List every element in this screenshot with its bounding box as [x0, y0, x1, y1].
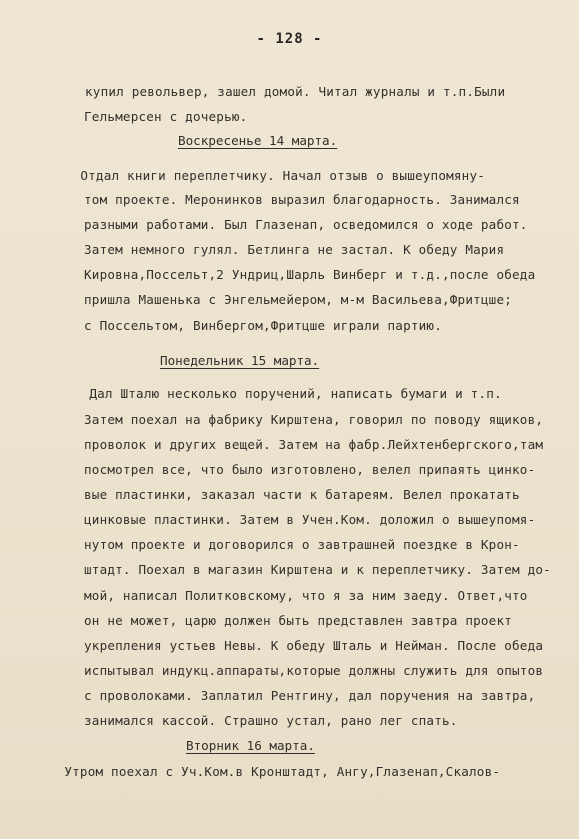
text-line: с проволоками. Заплатил Рентгину, дал поручения на завтра, [84, 688, 536, 703]
date-heading: Воскресенье 14 марта. [178, 133, 338, 148]
text-line: Дал Шталю несколько поручений, написать бумаги и т.п. [66, 386, 502, 401]
text-line: он не может, царю должен быть представлен завтра проект [84, 613, 513, 628]
text-line: укрепления устьев Невы. К обеду Шталь и Нейман. После обеда [84, 638, 544, 653]
text-line: Затем поехал на фабрику Кирштена, говорил по поводу ящиков, [84, 412, 544, 427]
text-line: Отдал книги переплетчику. Начал отзыв о вышеупомяну- [57, 168, 486, 183]
text-line: том проекте. Меронинков выразил благодарность. Занимался [84, 192, 520, 207]
page-number: - 128 - [256, 31, 323, 47]
text-line: испытывал индукц.аппараты,которые должны служить для опытов [84, 663, 544, 678]
text-line: Гельмерсен с дочерью. [84, 109, 248, 124]
text-line: вые пластинки, заказал части к батареям. Велел прокатать [84, 487, 520, 502]
text-line: купил револьвер, зашел домой. Читал журналы и т.п.Были [85, 84, 506, 99]
text-line: проволок и других вещей. Затем на фабр.Лейхтенбергского,там [84, 437, 544, 452]
text-line: пришла Машенька с Энгельмейером, м-м Васильева,Фритцше; [84, 292, 513, 307]
text-line: посмотрел все, что было изготовлено, велел припаять цинко- [84, 462, 536, 477]
text-line: Кировна,Поссельт,2 Ундриц,Шарль Винберг и т.д.,после обеда [84, 267, 536, 282]
date-heading: Вторник 16 марта. [186, 738, 315, 753]
text-line: цинковые пластинки. Затем в Учен.Ком. доложил о вышеупомя- [84, 512, 536, 527]
text-line: занимался кассой. Страшно устал, рано лег спать. [84, 713, 458, 728]
text-line: штадт. Поехал в магазин Кирштена и к переплетчику. Затем до- [84, 562, 551, 577]
text-line: Затем немного гулял. Бетлинга не застал. К обеду Мария [84, 242, 505, 257]
text-line: нутом проекте и договорился о завтрашней поездке в Крон- [84, 537, 520, 552]
text-line: Утром поехал с Уч.Ком.в Кронштадт, Ангу,Глазенап,Скалов- [41, 764, 501, 779]
text-line: разными работами. Был Глазенап, осведомился о ходе работ. [84, 217, 528, 232]
text-line: с Поссельтом, Винбергом,Фритцше играли партию. [84, 318, 442, 333]
date-heading: Понедельник 15 марта. [160, 353, 320, 368]
text-line: мой, написал Политковскому, что я за ним заеду. Ответ,что [84, 588, 528, 603]
